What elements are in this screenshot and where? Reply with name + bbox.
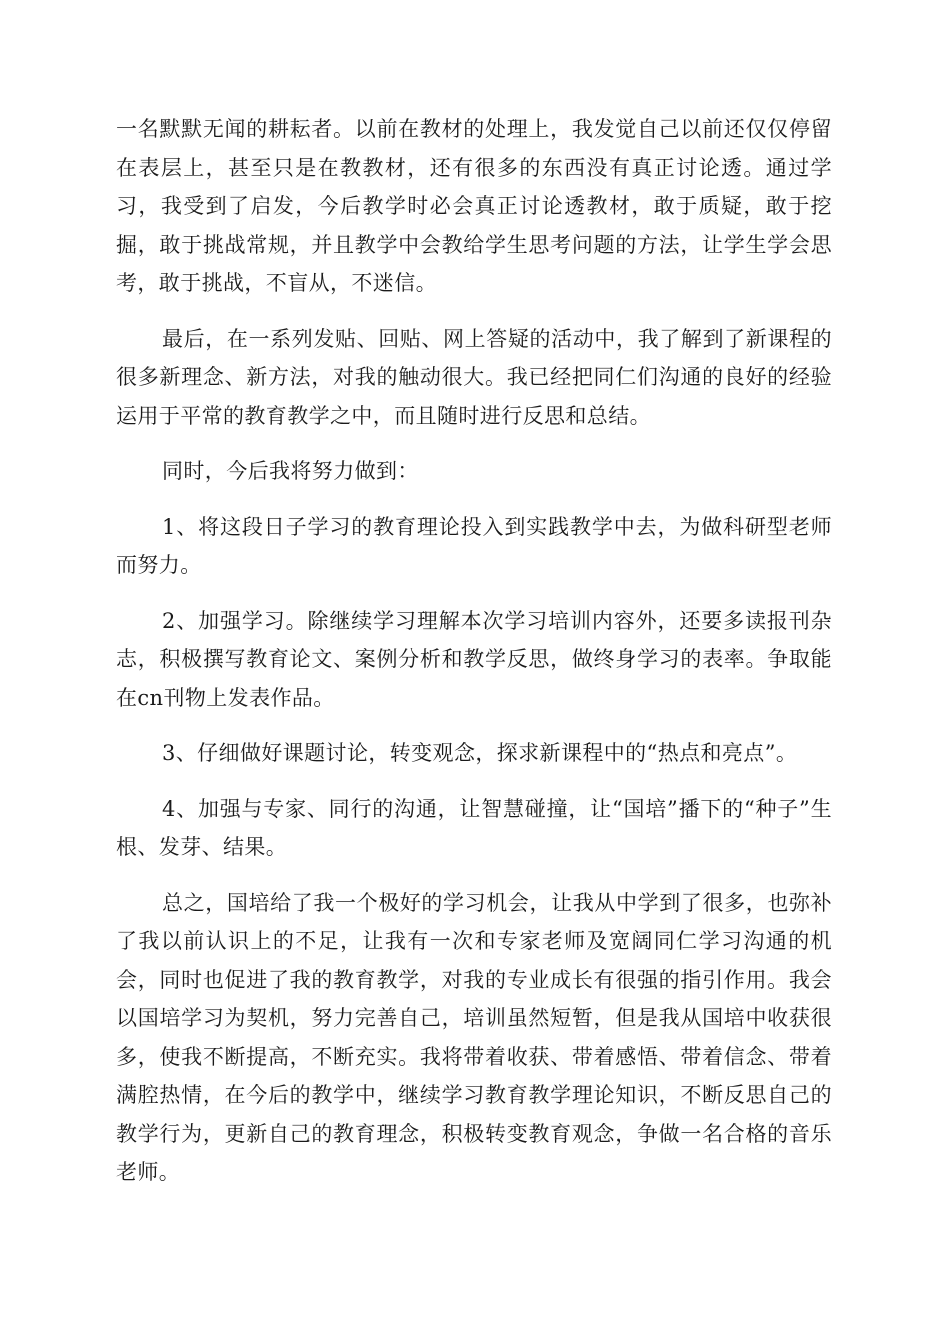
paragraph-goals-intro: 同时，今后我将努力做到： <box>162 459 419 483</box>
paragraph-summary: 总之，国培给了我一个极好的学习机会，让我从中学到了很多，也弥补了我以前认识上的不足，让我有一次和专家老师及宽阔同仁学习沟通的机会，同时也促进了我的教育教学，对我的专业成长有很强的指引作用。我会以国培学习为契机，努力完善自己，培训虽然短暂，但是我从国培中收获很多，使我不断提高，不断充实。我将带着收获、带着感悟、带着信念、带着满腔热情，在今后的教学中，继续学习教育教学理论知识，不断反思自己的教学行为，更新自己的教育理念，积极转变教育观念，争做一名合格的音乐老师。 <box>116 890 832 1184</box>
list-item-goal-4: 4、加强与专家、同行的沟通，让智慧碰撞，让“国培”播下的“种子”生根、发芽、结果。 <box>116 796 832 859</box>
paragraph-conclusion-intro: 最后，在一系列发贴、回贴、网上答疑的活动中，我了解到了新课程的很多新理念、新方法，对我的触动很大。我已经把同仁们沟通的良好的经验运用于平常的教育教学之中，而且随时进行反思和总结。 <box>116 326 832 428</box>
list-item-goal-1: 1、将这段日子学习的教育理论投入到实践教学中去，为做科研型老师而努力。 <box>116 514 832 577</box>
document-body <box>116 110 832 1209</box>
list-item-goal-2: 2、加强学习。除继续学习理解本次学习培训内容外，还要多读报刊杂志，积极撰写教育论文、案例分析和教学反思，做终身学习的表率。争取能在cn刊物上发表作品。 <box>116 608 832 710</box>
paragraph-continuation: 一名默默无闻的耕耘者。以前在教材的处理上，我发觉自己以前还仅仅停留在表层上，甚至只是在教教材，还有很多的东西没有真正讨论透。通过学习，我受到了启发，今后教学时必会真正讨论透教材，敢于质疑，敢于挖掘，敢于挑战常规，并且教学中会教给学生思考问题的方法，让学生学会思考，敢于挑战，不盲从，不迷信。 <box>116 117 832 295</box>
list-item-goal-3: 3、仔细做好课题讨论，转变观念，探求新课程中的“热点和亮点”。 <box>162 741 798 765</box>
